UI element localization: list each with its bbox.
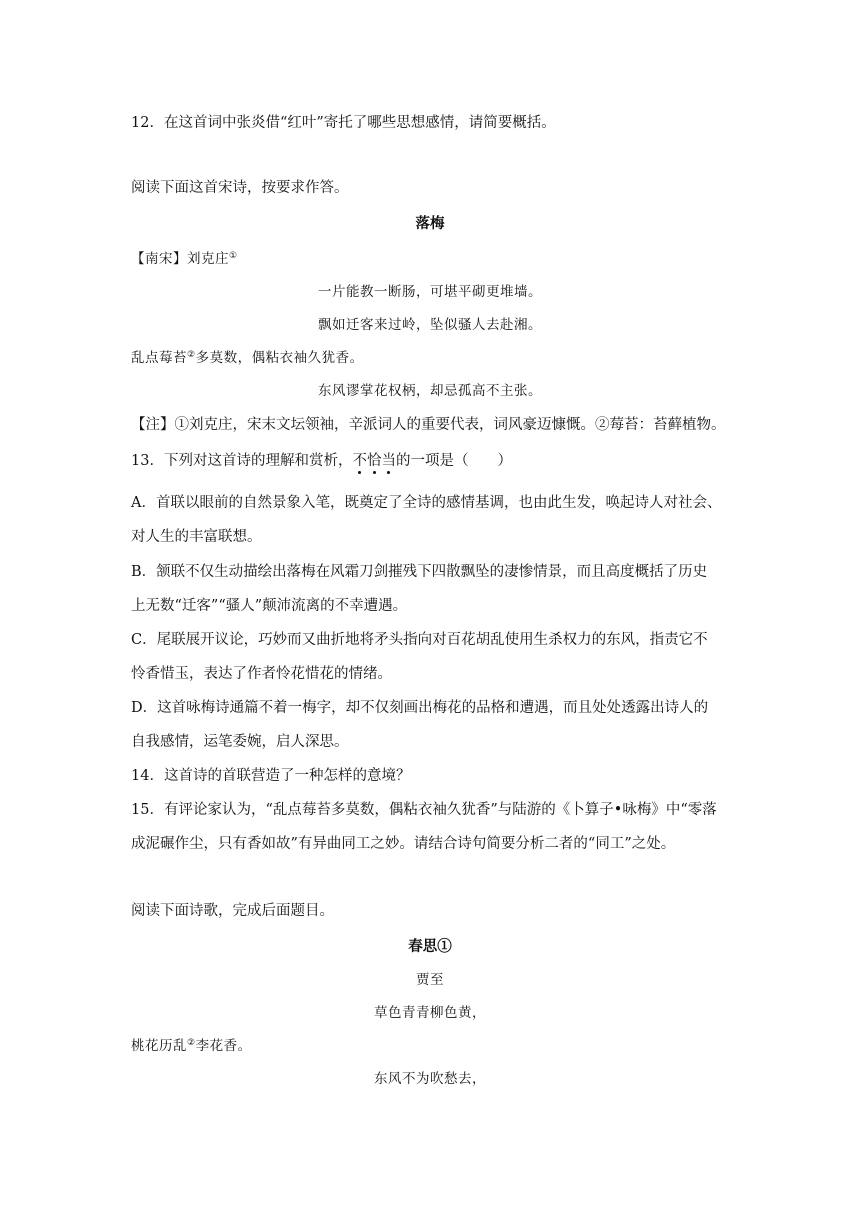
reading-intro-2: 阅读下面诗歌，完成后面题目。 — [131, 903, 334, 919]
poem1-line-4: 东风谬掌花权柄，却忌孤高不主张。 — [318, 383, 542, 399]
poem1-author-note-mark: ① — [229, 251, 238, 261]
option-a-line-2: 对人生的丰富联想。 — [131, 529, 262, 545]
option-b-line-2: 上无数“迁客”“骚人”颠沛流离的不幸遭遇。 — [131, 598, 408, 614]
option-d-line-1: D．这首咏梅诗通篇不着一梅字，却不仅刻画出梅花的品格和遭遇，而且处处透露出诗人的 — [131, 700, 709, 716]
poem1-annotation: 【注】①刘克庄，宋末文坛领袖，辛派词人的重要代表，词风豪迈慷慨。②莓苔：苔藓植物。 — [131, 417, 726, 433]
poem2-line-2-part-a: 桃花历乱 — [131, 1038, 187, 1054]
poem1-line-3-part-b: 多莫数，偶粘衣袖久犹香。 — [195, 350, 364, 366]
option-c-line-2: 怜香惜玉，表达了作者怜花惜花的情绪。 — [131, 666, 392, 682]
option-c-line-1: C．尾联展开议论，巧妙而又曲折地将矛头指向对百花胡乱使用生杀权力的东风，指责它不 — [131, 632, 708, 648]
poem1-author — [131, 249, 238, 269]
emphasis-char-1: 不 — [352, 453, 367, 469]
question-15-line-2: 成泥碾作尘，只有香如故”有异曲同工之妙。请结合诗句简要分析二者的“同工”之处。 — [131, 836, 676, 852]
question-13-text-post: 的一项是（ ） — [395, 453, 512, 469]
option-a-line-1: A．首联以眼前的自然景象入笔，既奠定了全诗的感情基调，也由此生发，唤起诗人对社会、 — [131, 495, 722, 511]
reading-intro-1: 阅读下面这首宋诗，按要求作答。 — [131, 180, 349, 196]
question-15-line-1: 15．有评论家认为，“乱点莓苔多莫数，偶粘衣袖久犹香”与陆游的《卜算子•咏梅》中“零落 — [131, 802, 717, 818]
question-14: 14．这首诗的首联营造了一种怎样的意境？ — [131, 768, 411, 784]
poem2-line-2 — [131, 1036, 252, 1056]
poem1-line-3-note-mark: ② — [187, 350, 196, 360]
poem2-line-3: 东风不为吹愁去， — [374, 1071, 486, 1087]
emphasis-char-2: 恰 — [366, 453, 382, 469]
question-13 — [131, 451, 512, 471]
poem1-line-3-part-a: 乱点莓苔 — [131, 350, 187, 366]
option-b-line-1: B．颔联不仅生动描绘出落梅在风霜刀剑摧残下四散飘坠的凄惨情景，而且高度概括了历史 — [131, 564, 708, 580]
poem1-line-1: 一片能教一断肠，可堪平砌更堆墙。 — [318, 284, 542, 300]
poem1-author-text: 【南宋】刘克庄 — [131, 251, 229, 267]
question-13-text-pre: 13．下列对这首诗的理解和赏析， — [131, 453, 353, 469]
option-d-line-2: 自我感情，运笔委婉，启人深思。 — [131, 734, 349, 750]
question-12: 12．在这首词中张炎借“红叶”寄托了哪些思想感情，请简要概括。 — [131, 115, 556, 131]
poem1-line-3 — [131, 348, 364, 368]
poem2-line-1: 草色青青柳色黄， — [374, 1005, 486, 1021]
poem2-title: 春思① — [408, 938, 452, 955]
poem1-line-2: 飘如迁客来过岭，坠似骚人去赴湘。 — [318, 317, 542, 333]
poem1-title: 落梅 — [415, 215, 445, 232]
poem2-line-2-part-b: 李花香。 — [195, 1038, 252, 1054]
poem2-author: 贾至 — [416, 972, 444, 988]
poem2-line-2-note-mark: ② — [187, 1038, 196, 1048]
emphasis-char-3: 当 — [381, 453, 396, 469]
